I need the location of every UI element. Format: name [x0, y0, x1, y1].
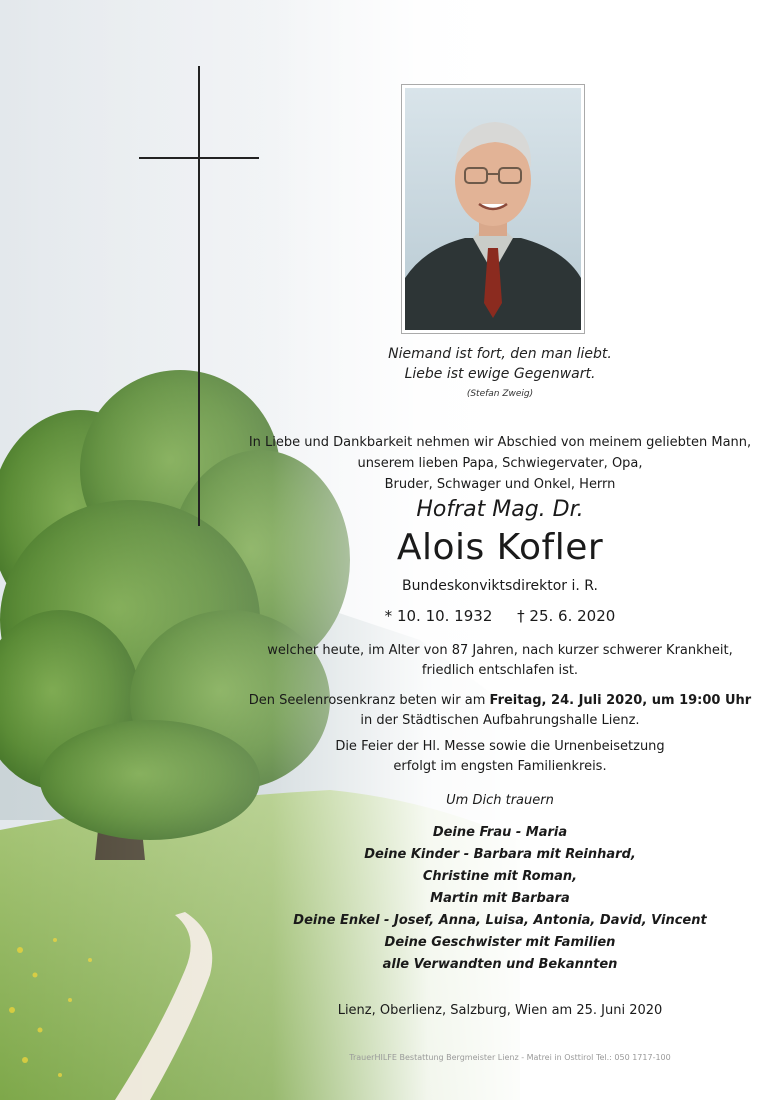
mourner-line: Deine Enkel - Josef, Anna, Luisa, Antonia, David, Vincent	[293, 913, 707, 928]
quote-author: (Stefan Zweig)	[466, 389, 534, 399]
birth-date: * 10. 10. 1932	[384, 607, 493, 625]
intro-line: In Liebe und Dankbarkeit nehmen wir Abschied von meinem geliebten Mann,	[248, 435, 752, 450]
rosary-notice	[240, 691, 760, 731]
memorial-quote	[240, 344, 760, 384]
mourners-list	[240, 822, 760, 976]
rosary-location: in der Städtischen Aufbahrungshalle Lienz.	[360, 713, 640, 728]
rosary-line	[240, 691, 760, 711]
mourner-line: Christine mit Roman,	[422, 869, 578, 884]
mass-line: Die Feier der Hl. Messe sowie die Urnenbeisetzung	[335, 739, 665, 754]
death-notice-text	[240, 641, 760, 681]
death-text-line: friedlich entschlafen ist.	[421, 663, 579, 678]
quote-line-2: Liebe ist ewige Gegenwart.	[404, 366, 596, 382]
cross-horizontal-bar	[139, 157, 259, 159]
rosary-pre: Den Seelenrosenkranz beten wir am	[248, 693, 490, 708]
deceased-title-prefix: Hofrat Mag. Dr.	[416, 497, 584, 522]
portrait-photo	[401, 84, 585, 334]
death-date: † 25. 6. 2020	[517, 607, 616, 625]
mourner-line: Deine Geschwister mit Familien	[384, 935, 616, 950]
intro-line: Bruder, Schwager und Onkel, Herrn	[384, 477, 616, 492]
rosary-date-time: Freitag, 24. Juli 2020, um 19:00 Uhr	[489, 693, 752, 708]
deceased-name: Alois Kofler	[396, 527, 604, 568]
mass-notice	[240, 737, 760, 777]
intro-line: unserem lieben Papa, Schwiegervater, Opa,	[357, 456, 643, 471]
mourner-line: Martin mit Barbara	[430, 891, 570, 906]
portrait-image	[405, 88, 581, 330]
mourner-line: Deine Frau - Maria	[432, 825, 568, 840]
death-text-line: welcher heute, im Alter von 87 Jahren, nach kurzer schwerer Krankheit,	[267, 643, 733, 658]
quote-line-1: Niemand ist fort, den man liebt.	[388, 346, 612, 362]
mourn-label: Um Dich trauern	[446, 793, 554, 808]
mourner-line: alle Verwandten und Bekannten	[382, 957, 618, 972]
funeral-home-footer: TrauerHILFE Bestattung Bergmeister Lienz - Matrei in Osttirol Tel.: 050 1717-100	[349, 1053, 671, 1062]
life-dates	[240, 605, 760, 627]
place-and-date: Lienz, Oberlienz, Salzburg, Wien am 25. Juni 2020	[337, 1003, 663, 1018]
cross-vertical-bar	[198, 66, 200, 526]
mass-line: erfolgt im engsten Familienkreis.	[393, 759, 607, 774]
intro-text	[240, 432, 760, 495]
mourner-line: Deine Kinder - Barbara mit Reinhard,	[364, 847, 636, 862]
deceased-position: Bundeskonviktsdirektor i. R.	[402, 578, 598, 594]
